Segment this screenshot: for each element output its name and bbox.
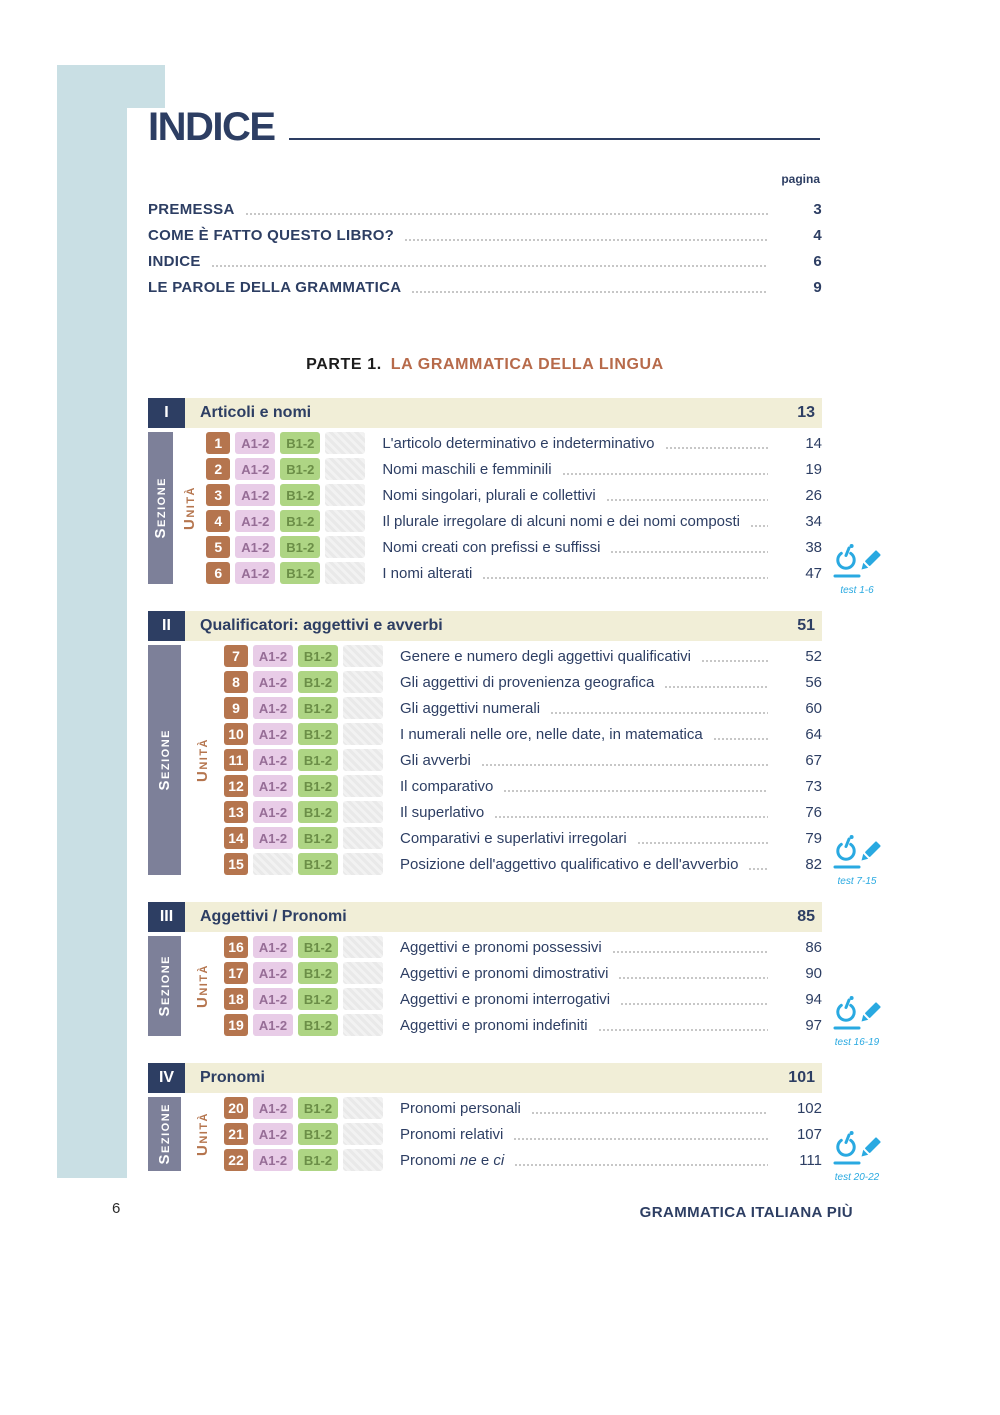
unit-row[interactable] [224,801,822,823]
front-matter-label: INDICE [148,252,201,270]
level-badge-a: A1-2 [235,562,275,584]
section-body [148,1097,880,1183]
level-badge-b: B1-2 [298,936,338,958]
dotted-leader [610,551,768,553]
unit-number: 11 [224,749,248,771]
dotted-leader [637,842,768,844]
empty-badge [343,697,383,719]
level-badge-a: A1-2 [253,723,293,745]
unit-number: 2 [206,458,230,480]
unit-row[interactable] [224,671,822,693]
unit-topic: Gli aggettivi di provenienza geografica [400,673,655,691]
empty-badge [343,749,383,771]
section-numeral: III [148,902,185,932]
unit-topic: Nomi singolari, plurali e collettivi [382,486,596,504]
unita-label: Unità [194,738,211,782]
unit-page: 73 [805,777,822,795]
unit-rows [224,936,822,1036]
dotted-leader [665,447,769,449]
dotted-leader [750,525,768,527]
section-title: Qualificatori: aggettivi e avverbi [200,617,443,634]
unit-topic: Gli aggettivi numerali [400,699,541,717]
section [148,1063,880,1183]
unit-row[interactable] [224,827,822,849]
empty-badge [343,936,383,958]
unit-number: 17 [224,962,248,984]
interactive-test-icon [832,1130,882,1166]
empty-badge [325,536,365,558]
section-title: Pronomi [200,1069,265,1086]
unit-page: 82 [805,855,822,873]
level-badge-a: A1-2 [253,1149,293,1171]
unit-number: 20 [224,1097,248,1119]
front-matter-label: PREMESSA [148,200,235,218]
interactive-test-marker[interactable] [826,1130,888,1183]
section-header[interactable] [148,398,822,428]
section-page: 101 [788,1069,815,1086]
unit-topic: Aggettivi e pronomi indefiniti [400,1016,588,1034]
unit-row[interactable] [224,853,822,875]
level-badge-b: B1-2 [298,1097,338,1119]
section-body [148,936,880,1048]
test-range-label: test 16-19 [834,1037,880,1048]
footer-page-number: 6 [112,1200,121,1217]
level-badge-a: A1-2 [253,801,293,823]
test-range-label: test 20-22 [834,1172,880,1183]
unit-page: 90 [805,964,822,982]
level-badge-b: B1-2 [298,827,338,849]
sezione-sidebar [148,936,181,1036]
unit-row[interactable] [224,988,822,1010]
level-badge-b: B1-2 [280,432,320,454]
unita-column [173,432,206,584]
dotted-leader [620,1003,768,1005]
empty-badge [343,723,383,745]
unit-topic: Pronomi personali [400,1099,521,1117]
unit-topic: I numerali nelle ore, nelle date, in matematica [400,725,703,743]
pagina-column-label: pagina [781,172,820,186]
level-badge-a: A1-2 [253,827,293,849]
unita-label: Unità [181,486,199,530]
level-badge-b: B1-2 [298,853,338,875]
unit-page: 67 [805,751,822,769]
sections-container [148,398,880,1183]
level-badge-b: B1-2 [298,697,338,719]
interactive-test-marker[interactable] [826,995,888,1048]
unit-topic: Aggettivi e pronomi interrogativi [400,990,611,1008]
front-matter-list [148,196,822,300]
unit-page: 38 [805,538,822,556]
unit-topic: Pronomi relativi [400,1125,504,1143]
interactive-test-marker[interactable] [826,834,888,887]
unit-page: 86 [805,938,822,956]
unit-page: 79 [805,829,822,847]
part-heading [148,356,822,374]
section-body [148,432,874,596]
level-badge-a: A1-2 [253,697,293,719]
unit-topic: Nomi maschili e femminili [382,460,552,478]
level-badge-a: A1-2 [253,645,293,667]
part-title: LA GRAMMATICA DELLA LINGUA [390,356,664,373]
unit-number: 21 [224,1123,248,1145]
unit-row[interactable] [224,697,822,719]
level-badge-b: B1-2 [298,1123,338,1145]
unit-page: 14 [805,434,822,452]
unit-rows [224,645,822,875]
unita-column [181,645,224,875]
unit-number: 16 [224,936,248,958]
unit-page: 97 [805,1016,822,1034]
level-badge-b: B1-2 [280,536,320,558]
unit-row[interactable] [206,536,822,558]
dotted-leader [494,816,768,818]
unit-page: 26 [805,486,822,504]
unit-topic: Genere e numero degli aggettivi qualificativi [400,647,691,665]
section-numeral: I [148,398,185,428]
unita-column [181,936,224,1036]
level-badge-b: B1-2 [298,962,338,984]
unit-page: 34 [805,512,822,530]
level-badge-a: A1-2 [235,458,275,480]
empty-badge [343,853,383,875]
unit-row[interactable] [206,458,822,480]
dotted-leader [664,686,768,688]
unit-topic: Comparativi e superlativi irregolari [400,829,627,847]
i-dot [850,544,854,548]
content-column [148,105,880,1198]
unit-row[interactable] [224,775,822,797]
empty-badge [325,458,365,480]
title-rule [289,138,820,140]
section-body [148,645,877,887]
section-numeral: IV [148,1063,185,1093]
sezione-label: Sezione [156,729,173,791]
part-number: PARTE 1. [306,356,382,373]
section-page: 51 [797,617,815,634]
dotted-leader [701,660,768,662]
section-header[interactable] [148,1063,822,1093]
dotted-leader [404,239,768,241]
front-matter-item[interactable] [148,196,822,222]
unit-page: 60 [805,699,822,717]
unit-number: 8 [224,671,248,693]
unit-topic: Posizione dell'aggettivo qualificativo e dell'avverbio [400,855,739,873]
i-dot [850,835,854,839]
blue-accent-bar [57,65,127,1178]
unit-number: 7 [224,645,248,667]
pencil-icon [859,1002,881,1024]
unit-row[interactable] [224,936,822,958]
dotted-leader [612,951,768,953]
unita-label: Unità [194,1112,211,1156]
level-badge-b: B1-2 [280,510,320,532]
interactive-test-marker[interactable] [826,543,888,596]
level-badge-a: A1-2 [253,1014,293,1036]
i-dot [850,996,854,1000]
dotted-leader [598,1029,768,1031]
level-badge-a: A1-2 [253,1097,293,1119]
unit-topic: Aggettivi e pronomi dimostrativi [400,964,609,982]
unit-topic: Il superlativo [400,803,485,821]
level-badge-a: A1-2 [253,775,293,797]
section-header[interactable] [148,611,822,641]
unit-topic: Nomi creati con prefissi e suffissi [382,538,601,556]
section-title: Articoli e nomi [200,404,312,421]
unit-row[interactable] [206,432,822,454]
interactive-test-icon [832,995,882,1031]
title-row [148,105,822,149]
unit-number: 14 [224,827,248,849]
unit-page: 102 [796,1099,822,1117]
page-title: INDICE [148,105,275,149]
test-range-label: test 1-6 [840,585,874,596]
level-badge-b: B1-2 [280,458,320,480]
section [148,398,874,596]
i-dot [850,1131,854,1135]
dotted-leader [211,265,768,267]
dotted-leader [713,738,768,740]
level-badge-a: A1-2 [253,1123,293,1145]
level-badge-b: B1-2 [280,562,320,584]
level-badge-a: A1-2 [253,936,293,958]
empty-badge [325,484,365,506]
unit-topic: Il plurale irregolare di alcuni nomi e dei nomi composti [382,512,740,530]
dotted-leader [606,499,768,501]
empty-badge [343,827,383,849]
empty-badge [325,432,365,454]
sezione-label: Sezione [152,477,170,539]
pencil-icon [859,1137,881,1159]
level-badge-a: A1-2 [235,510,275,532]
empty-badge [343,775,383,797]
unit-number: 4 [206,510,230,532]
unit-row[interactable] [224,1149,822,1171]
section-numeral: II [148,611,185,641]
level-badge-a: A1-2 [235,484,275,506]
empty-badge [325,562,365,584]
front-matter-item[interactable] [148,274,822,300]
empty-badge [343,1149,383,1171]
empty-badge [343,988,383,1010]
unit-topic: Pronomi ne e ci [400,1151,505,1169]
section-title: Aggettivi / Pronomi [200,908,347,925]
unit-topic: L'articolo determinativo e indeterminativo [382,434,655,452]
dotted-leader [513,1138,768,1140]
test-range-label: test 7-15 [837,876,877,887]
unit-row[interactable] [224,749,822,771]
unit-page: 94 [805,990,822,1008]
front-matter-label: COME È FATTO QUESTO LIBRO? [148,226,395,244]
level-badge-a: A1-2 [235,432,275,454]
front-matter-page: 4 [813,226,822,244]
empty-badge [343,801,383,823]
unit-row[interactable] [224,645,822,667]
pencil-icon [859,841,881,863]
section [148,902,880,1048]
unit-row[interactable] [206,510,822,532]
level-badge-a: A1-2 [253,671,293,693]
unit-topic: Gli avverbi [400,751,471,769]
unit-page: 47 [805,564,822,582]
unit-row[interactable] [224,1123,822,1145]
sezione-sidebar [148,645,181,875]
empty-badge [343,645,383,667]
unit-number: 15 [224,853,248,875]
dotted-leader [481,764,768,766]
dotted-leader [618,977,768,979]
level-badge-a: A1-2 [253,749,293,771]
empty-badge [343,671,383,693]
power-click-icon [838,839,854,859]
sezione-sidebar [148,432,173,584]
dotted-leader [562,473,768,475]
interactive-test-icon [832,834,882,870]
unit-number: 18 [224,988,248,1010]
empty-badge [325,510,365,532]
footer-book-title: GRAMMATICA ITALIANA PIÙ [639,1204,853,1221]
front-matter-page: 9 [813,278,822,296]
unit-page: 56 [805,673,822,691]
power-click-icon [838,1000,854,1020]
unit-row[interactable] [206,484,822,506]
level-badge-b: B1-2 [298,988,338,1010]
level-badge-b: B1-2 [298,723,338,745]
dotted-leader [245,213,768,215]
dotted-leader [550,712,768,714]
unit-topic: Aggettivi e pronomi possessivi [400,938,602,956]
unit-rows [206,432,822,584]
power-click-icon [838,548,854,568]
unit-number: 13 [224,801,248,823]
dotted-leader [503,790,768,792]
empty-badge [343,1123,383,1145]
unit-row[interactable] [224,723,822,745]
unit-page: 111 [799,1151,822,1169]
unit-topic: I nomi alterati [382,564,473,582]
unit-number: 22 [224,1149,248,1171]
unit-number: 5 [206,536,230,558]
section [148,611,877,887]
interactive-test-icon [832,543,882,579]
level-badge-b: B1-2 [298,801,338,823]
unita-label: Unità [194,964,211,1008]
unit-number: 10 [224,723,248,745]
unit-number: 3 [206,484,230,506]
level-badge-b: B1-2 [298,1014,338,1036]
dotted-leader [482,577,768,579]
empty-badge [343,1014,383,1036]
unit-number: 1 [206,432,230,454]
level-badge-b: B1-2 [298,1149,338,1171]
front-matter-label: LE PAROLE DELLA GRAMMATICA [148,278,402,296]
level-badge-a: A1-2 [253,962,293,984]
dotted-leader [531,1112,768,1114]
sezione-sidebar [148,1097,181,1171]
unit-number: 19 [224,1014,248,1036]
unit-row[interactable] [206,562,822,584]
unit-page: 19 [805,460,822,478]
unit-number: 12 [224,775,248,797]
unit-number: 9 [224,697,248,719]
empty-badge [253,853,293,875]
unita-column [181,1097,224,1171]
dotted-leader [411,291,768,293]
dotted-leader [748,868,768,870]
level-badge-b: B1-2 [298,645,338,667]
pencil-icon [859,550,881,572]
unit-topic: Il comparativo [400,777,494,795]
level-badge-a: A1-2 [235,536,275,558]
dotted-leader [514,1164,768,1166]
level-badge-b: B1-2 [298,775,338,797]
unit-rows [224,1097,822,1171]
front-matter-item[interactable] [148,248,822,274]
unit-page: 52 [805,647,822,665]
unit-page: 76 [805,803,822,821]
sezione-label: Sezione [156,1103,173,1165]
level-badge-a: A1-2 [253,988,293,1010]
unit-number: 6 [206,562,230,584]
power-click-icon [838,1135,854,1155]
unit-row[interactable] [224,1097,822,1119]
sezione-label: Sezione [156,955,173,1017]
empty-badge [343,962,383,984]
section-header[interactable] [148,902,822,932]
front-matter-page: 6 [813,252,822,270]
level-badge-b: B1-2 [298,671,338,693]
front-matter-item[interactable] [148,222,822,248]
front-matter-page: 3 [813,200,822,218]
section-page: 13 [797,404,815,421]
unit-row[interactable] [224,1014,822,1036]
unit-page: 107 [796,1125,822,1143]
unit-page: 64 [805,725,822,743]
section-page: 85 [797,908,815,925]
level-badge-b: B1-2 [280,484,320,506]
empty-badge [343,1097,383,1119]
level-badge-b: B1-2 [298,749,338,771]
unit-row[interactable] [224,962,822,984]
